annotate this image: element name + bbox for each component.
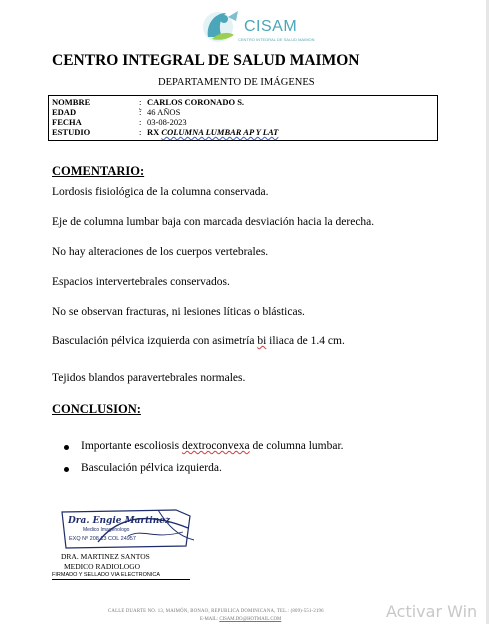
activation-watermark: Activar Win: [386, 602, 478, 621]
row-value: 46 AÑOS: [147, 107, 181, 117]
row-separator: :: [139, 117, 142, 127]
comentario-line: No hay alteraciones de los cuerpos vertebrales.: [52, 246, 269, 258]
row-separator: :: [139, 127, 142, 137]
signature-stamp: [58, 506, 198, 552]
comentario-line: No se observan fracturas, ni lesiones líticas o blásticas.: [52, 306, 305, 318]
row-label: FECHA: [52, 117, 82, 127]
comentario-line: Eje de columna lumbar baja con marcada desviación hacia la derecha.: [52, 216, 375, 228]
comentario-line-pelvic: Basculación pélvica izquierda con asimetría bi iliaca de 1.4 cm.: [52, 335, 345, 347]
department-label: DEPARTAMENTO DE IMÁGENES: [158, 77, 315, 88]
study-name: COLUMNA LUMBAR AP Y LAT: [161, 127, 279, 137]
signed-note: FIRMADO Y SELLADO VIA ELECTRONICA: [52, 572, 190, 580]
comentario-line: Espacios intervertebrales conservados.: [52, 276, 230, 288]
comentario-heading: COMENTARIO:: [52, 164, 145, 178]
bullet-dot-icon: [64, 467, 69, 472]
row-value: CARLOS CORONADO S.: [147, 97, 245, 107]
footer-address: CALLE DUARTE NO. 13, MAIMÓN, BONAO, REPUBLICA DOMINICANA, TEL.: (809)-551-2196: [108, 609, 324, 614]
patient-info-box: [48, 95, 438, 141]
row-label: NOMBRE: [52, 97, 91, 107]
logo-name: CISAM: [244, 18, 298, 35]
doctor-name: DRA. MARTINEZ SANTOS: [61, 552, 150, 561]
doctor-role: MEDICO RADIOLOGO: [64, 562, 141, 571]
comentario-line: Tejidos blandos paravertebrales normales.: [52, 372, 246, 384]
row-label: EDAD: [52, 107, 77, 117]
stamp-subtitle: Medico Imagenologo: [83, 527, 130, 533]
logo-tagline: CENTRO INTEGRAL DE SALUD MAIMON: [238, 37, 315, 42]
row-value: 03-08-2023: [147, 117, 187, 127]
row-separator: :: [139, 107, 142, 117]
footer-email: E-MAIL: CISAM.DO@HOTMAIL.COM: [200, 617, 282, 622]
bullet-text-scoliosis: Importante escoliosis dextroconvexa de columna lumbar.: [81, 440, 344, 452]
row-value: RX COLUMNA LUMBAR AP Y LAT: [147, 127, 279, 137]
stamp-license: EXQ Nº 208 13 COL 24957: [69, 536, 136, 542]
page-title: CENTRO INTEGRAL DE SALUD MAIMON: [52, 52, 360, 69]
row-separator: :: [139, 97, 142, 107]
row-label: ESTUDIO: [52, 127, 91, 137]
stamp-name: Dra. Engie Martinez: [68, 516, 171, 526]
bullet-text: Basculación pélvica izquierda.: [81, 462, 222, 474]
email-link[interactable]: CISAM.DO@HOTMAIL.COM: [219, 617, 282, 622]
conclusion-heading: CONCLUSION:: [52, 402, 141, 416]
bullet-dot-icon: [64, 445, 69, 450]
comentario-line: Lordosis fisiológica de la columna conservada.: [52, 186, 269, 198]
